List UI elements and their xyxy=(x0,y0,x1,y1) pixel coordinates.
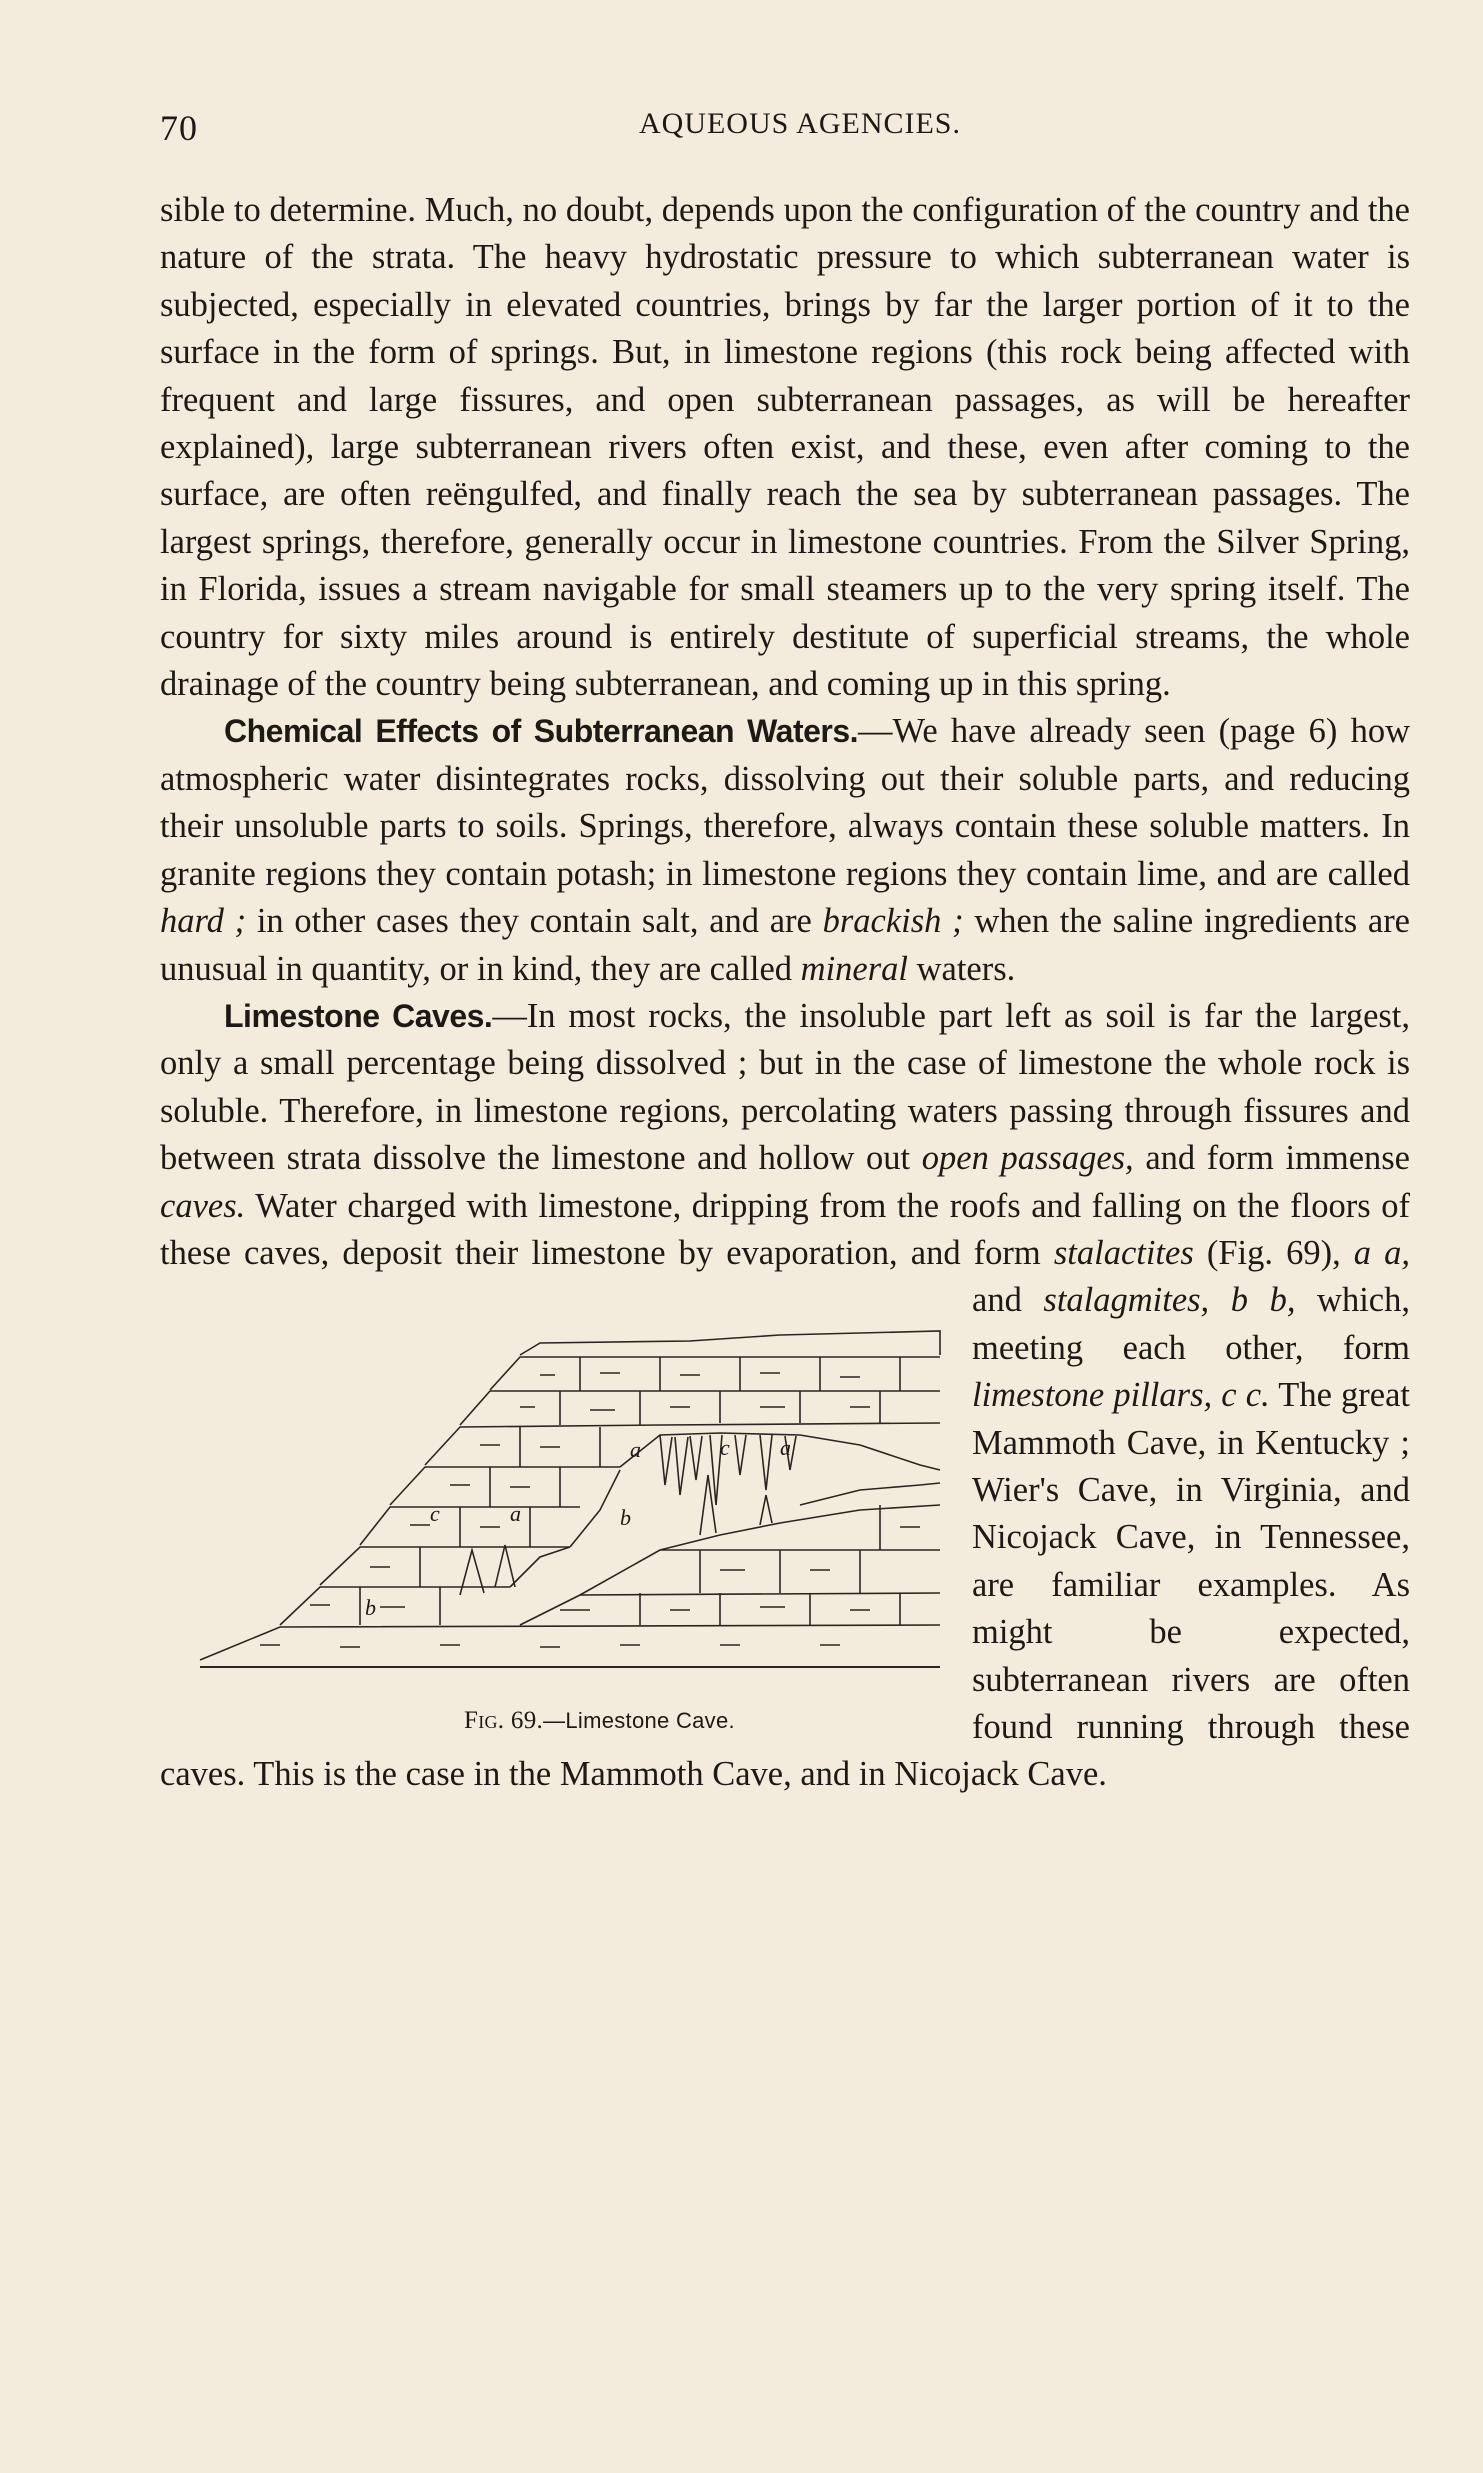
page-header xyxy=(160,95,1410,155)
limestone-cave-illustration xyxy=(160,1295,950,1695)
text-run: waters. xyxy=(907,949,1016,988)
figure-number: Fig. 69. xyxy=(464,1707,544,1735)
fig-label-c: c xyxy=(430,1501,440,1527)
text-run: (Fig. 69), xyxy=(1193,1233,1354,1272)
italic-term: caves. xyxy=(160,1186,246,1225)
section-heading-caves: Limestone Caves. xyxy=(224,997,493,1034)
text-run: —We have already seen (page 6) how atmospheric water disintegrates rocks, dissolving out their soluble parts, and reducing their unsoluble parts to soils. Springs, therefore, always contain these soluble matters. In granite regions they contain potash; in limestone regions they contain lime, and are called xyxy=(160,712,1410,893)
fig-label-a: a xyxy=(780,1435,791,1461)
running-title: AQUEOUS AGENCIES. xyxy=(638,107,961,140)
text-run: which, meeting each other, form xyxy=(972,1281,1410,1367)
text-run: —In most rocks, the insoluble part left as soil is far the largest, only a small percentage being dissolved ; but in the case of limestone the whole rock is soluble. Therefore, in limestone regions, percolating waters passing through fissures and between strata dissolve the limestone and hollow out xyxy=(160,996,1411,1178)
text-run: when the saline ingredients are unusual in quantity, or in kind, they are called xyxy=(160,902,1410,988)
text-run: Water charged with limestone, dripping from the roofs and falling on the floors of these caves, deposit their limestone by evaporation, and form xyxy=(160,1186,1410,1272)
italic-term-hard: hard ; xyxy=(160,902,247,941)
paragraph-chemical-effects xyxy=(160,708,1410,992)
page-number: 70 xyxy=(160,108,198,148)
figure-limestone-cave xyxy=(160,1277,950,1747)
italic-term: open passages, xyxy=(921,1139,1134,1178)
fig-label-b: b xyxy=(620,1505,631,1531)
section-heading-chemical: Chemical Effects of Subterranean Waters. xyxy=(224,713,859,750)
page xyxy=(160,95,1411,1794)
paragraph-limestone-caves xyxy=(160,993,1410,1799)
text-run xyxy=(1209,1281,1231,1319)
italic-term: b b, xyxy=(1230,1281,1296,1320)
paragraph-springs: sible to determine. Much, no doubt, depends upon the configuration of the country and the nature of the strata. The heavy hydrostatic pressure to which subterranean water is subjected, especially in elevated countries, brings by far the larger portion of it to the surface in the form of springs. But, in limestone regions (this rock being affected with frequent and large fissures, and open subterranean passages, as will be hereafter explained), large subterranean rivers often exist, and these, even after coming to the surface, are often reëngulfed, and finally reach the sea by subterranean passages. The largest springs, therefore, generally occur in limestone countries. From the Silver Spring, in Florida, issues a stream navigable for small steamers up to the very spring itself. The country for sixty miles around is entirely destitute of superficial streams, the whole drainage of the country being subterranean, and coming up in this spring. xyxy=(160,191,1410,704)
text-run: The great Mammoth Cave, in Kentucky ; Wier's Cave, in Virginia, and Nicojack Cave, in Tennessee, are familiar examples. As might be expected, subterranean rivers are often found running through these caves. This is the case in the Mammoth Cave, and in Nicojack Cave. xyxy=(160,1376,1411,1794)
italic-term: c c. xyxy=(1221,1376,1270,1415)
italic-term-limestone-pillars: limestone pillars, xyxy=(972,1376,1213,1415)
text-run: and xyxy=(972,1281,1044,1320)
italic-term-brackish: brackish ; xyxy=(822,902,964,941)
italic-term: a a, xyxy=(1353,1233,1410,1272)
text-run: in other cases they contain salt, and are xyxy=(246,902,823,941)
text-run xyxy=(1212,1376,1221,1414)
italic-term-stalagmites: stalagmites, xyxy=(1043,1281,1210,1320)
fig-label-c: c xyxy=(720,1435,730,1461)
fig-label-a: a xyxy=(510,1501,521,1527)
italic-term-mineral: mineral xyxy=(800,949,908,988)
italic-term-stalactites: stalactites xyxy=(1053,1233,1194,1272)
page-body xyxy=(160,187,1410,1799)
text-run: and form immense xyxy=(1133,1139,1410,1178)
figure-caption xyxy=(400,1697,735,1744)
fig-label-b: b xyxy=(365,1595,376,1621)
fig-label-a: a xyxy=(630,1437,641,1463)
figure-title: —Limestone Cave. xyxy=(543,1708,735,1734)
